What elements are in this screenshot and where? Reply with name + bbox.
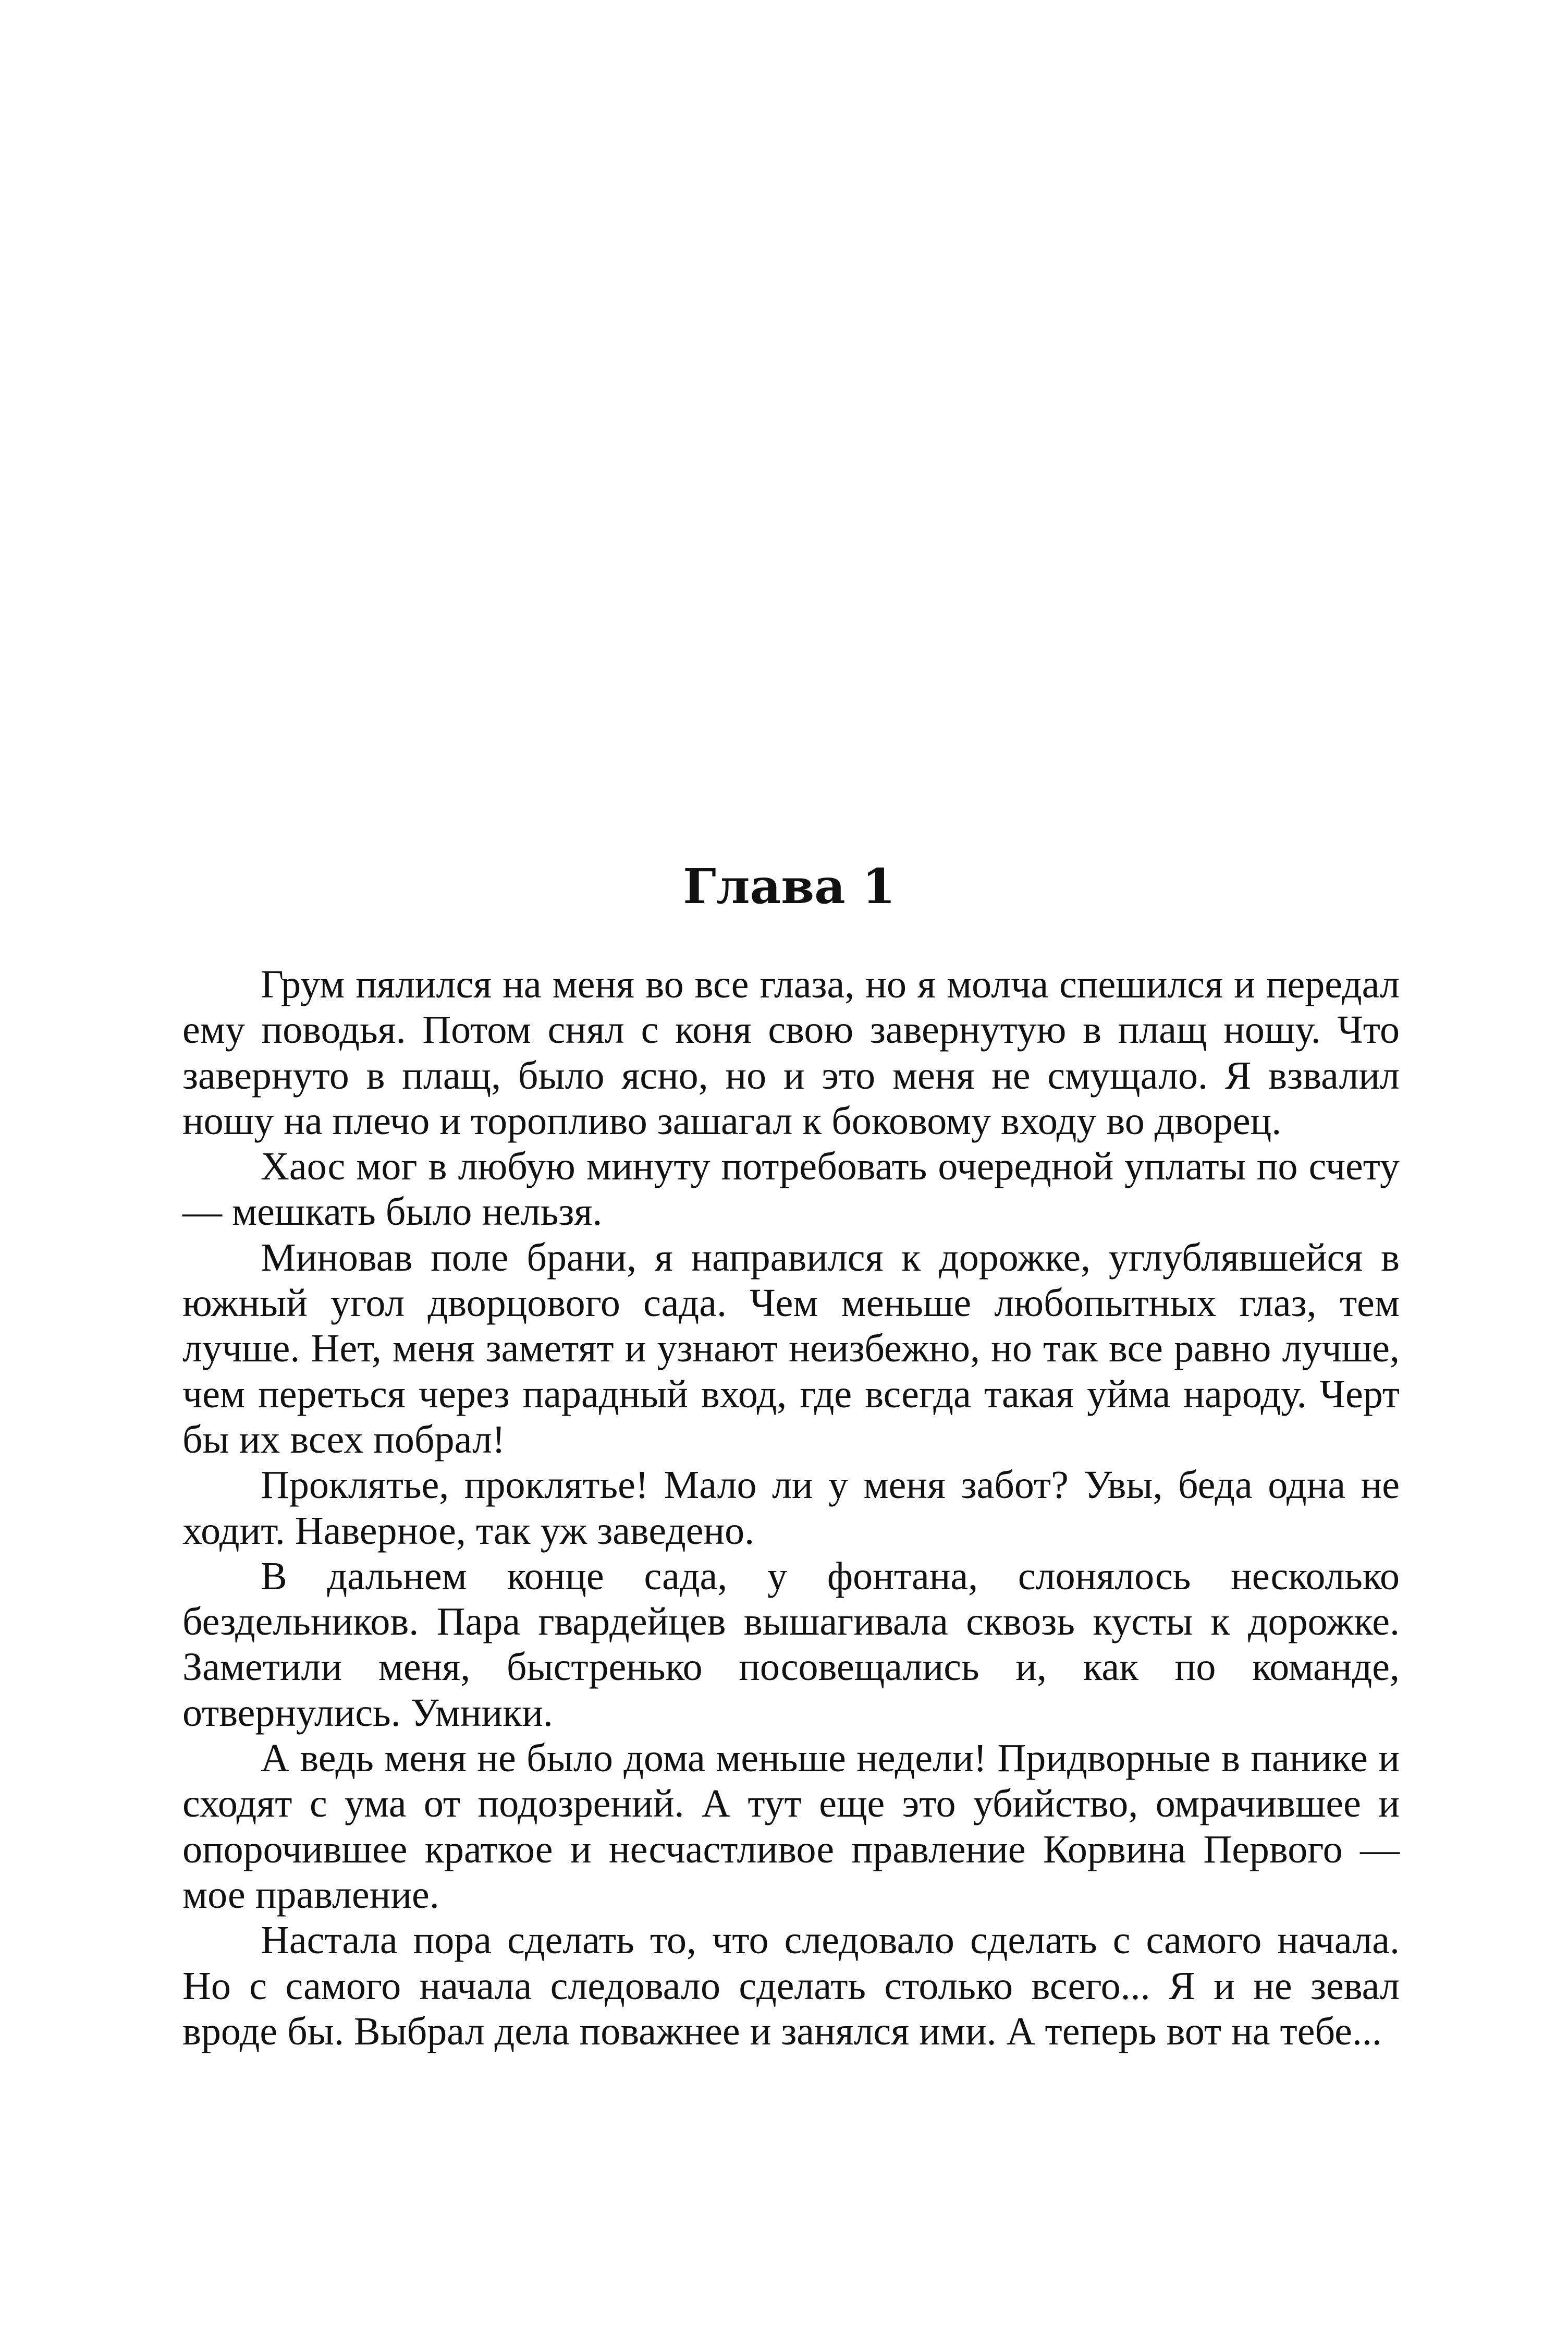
paragraph: А ведь меня не было дома меньше недели! Придворные в панике и сходят с ума от подозрений. А тут еще это убийство, омрачившее и опорочившее краткое и несчастливое правление Корвина Первого — мое правление.	[182, 1736, 1400, 1917]
paragraph: В дальнем конце сада, у фонтана, слонялось несколько бездельников. Пара гвардейцев вышагивала сквозь кусты к дорожке. Заметили меня, быстренько посовещались и, как по команде, отвернулись. Умники.	[182, 1554, 1400, 1735]
paragraph: Грум пялился на меня во все глаза, но я молча спешился и передал ему поводья. Потом снял с коня свою завернутую в плащ ношу. Что завернуто в плащ, было ясно, но и это меня не смущало. Я взвалил ношу на плечо и торопливо зашагал к боковому входу во дворец.	[182, 963, 1400, 1143]
chapter-body	[182, 962, 1400, 2054]
paragraph: Миновав поле брани, я направился к дорожке, углублявшейся в южный угол дворцового сада. Чем меньше любопытных глаз, тем лучше. Нет, меня заметят и узнают неизбежно, но так все равно лучше, чем переться через парадный вход, где всегда такая уйма народу. Черт бы их всех побрал!	[182, 1235, 1400, 1462]
paragraph: Проклятье, проклятье! Мало ли у меня забот? Увы, беда одна не ходит. Наверное, так уж заведено.	[182, 1463, 1400, 1553]
paragraph: Хаос мог в любую минуту потребовать очередной уплаты по счету — мешкать было нельзя.	[182, 1144, 1400, 1234]
paragraph: Настала пора сделать то, что следовало сделать с самого начала. Но с самого начала следовало сделать столько всего... Я и не зевал вроде бы. Выбрал дела поважнее и занялся ими. А теперь вот на тебе...	[182, 1918, 1400, 2053]
chapter-title: Глава 1	[683, 858, 896, 915]
